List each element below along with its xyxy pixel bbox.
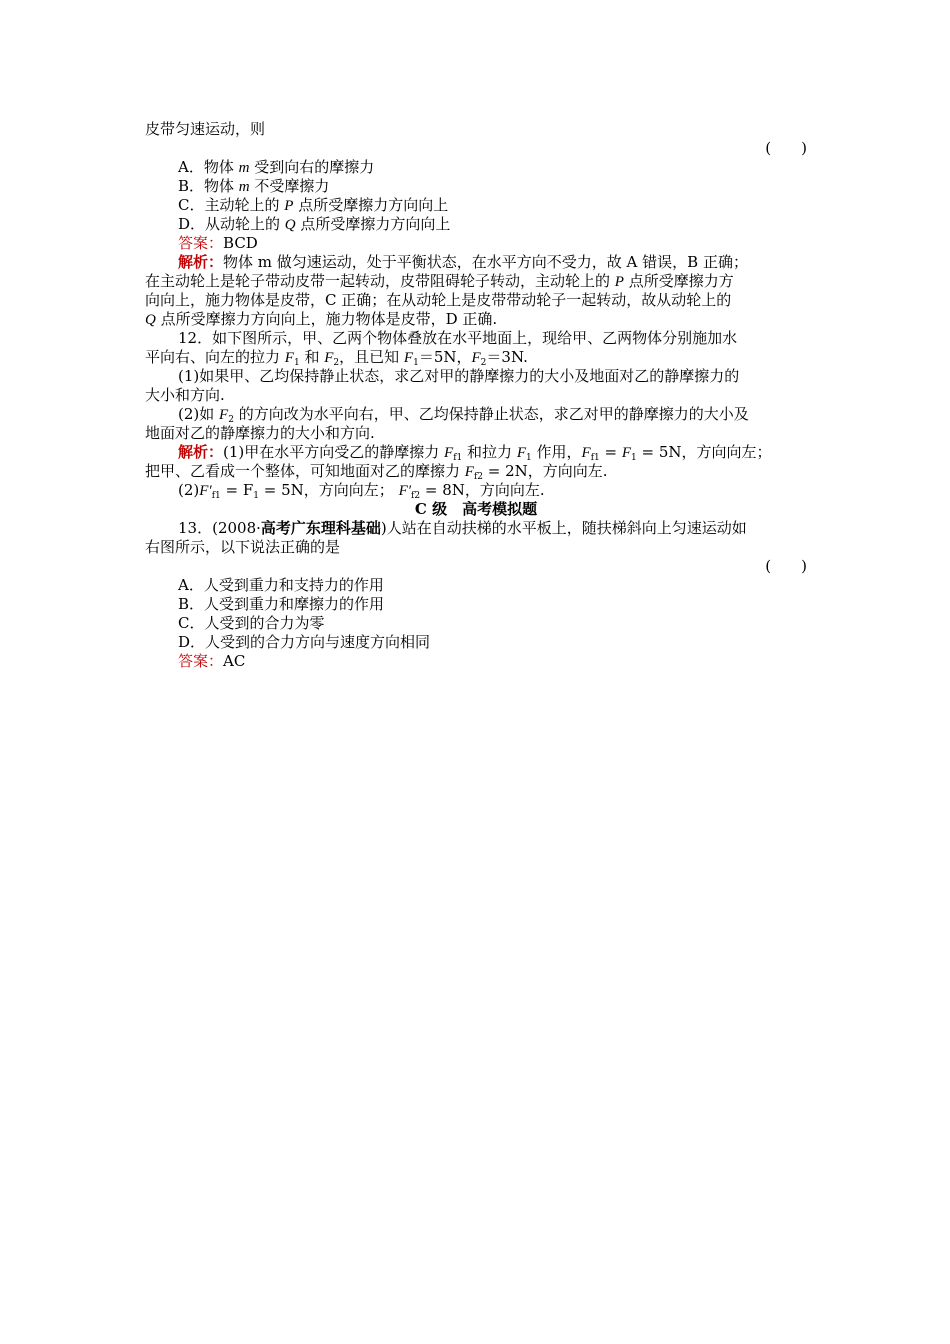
document-page [145,120,807,671]
q13-answer-bracket: ( ) [765,557,807,575]
q13-answer [145,652,807,671]
q12-analysis-line-2: 把甲、乙看成一个整体，可知地面对乙的摩擦力 $F_{f2} = 2N$，方向向左. [145,462,608,482]
q11-answer-bracket: ( ) [765,139,807,157]
q11-answer [145,234,807,253]
q11-option-d: D．从动轮上的 Q 点所受摩擦力方向向上 [178,215,451,233]
q13-source: 高考广东理科基础 [260,519,381,537]
q13-option-d: D．人受到的合力方向与速度方向相同 [178,633,431,651]
answer-value: BCD [223,234,258,252]
analysis-label: 解析： [178,443,224,461]
q12-stem-line-2: 平向右、向左的拉力 $F_1$ 和 $F_2$，且已知 $F_1=5N$，$F_2=3N$. [145,348,528,368]
analysis-label: 解析： [178,253,224,271]
q12-part1-line-2: 大小和方向. [145,386,225,404]
answer-label: 答案： [178,234,224,252]
q12-analysis-line-3: $(2)F'_{f1} = F_1 = 5N$，方向向左； $F'_{f2} = 8N$，方向向左. [178,481,545,501]
q13-option-c: C．人受到的合力为零 [178,614,325,632]
q13-stem-line-2: 右图所示，以下说法正确的是 [145,538,341,556]
q12-analysis-line-1: 解析：(1)甲在水平方向受乙的静摩擦力 $F_{f1}$ 和拉力 $F_1$ 作用，$F_{f1} = F_1 = 5N$，方向向左； [178,443,772,463]
q13-option-b: B．人受到重力和摩擦力的作用 [178,595,385,613]
q11-bracket-row [145,139,807,158]
q11-analysis-line-3: 向向上，施力物体是皮带，C 正确；在从动轮上是皮带带动轮子一起转动，故从动轮上的 [145,291,732,309]
answer-label: 答案： [178,652,224,670]
q11-option-c: C．主动轮上的 P 点所受摩擦力方向向上 [178,196,449,214]
q13-stem-line-1: 13．(2008·高考广东理科基础)人站在自动扶梯的水平板上，随扶梯斜向上匀速运动如 [178,519,747,537]
q11-option-b: B．物体 m 不受摩擦力 [178,177,330,195]
q11-analysis-line-4: Q 点所受摩擦力方向向上，施力物体是皮带，D 正确. [145,310,498,328]
q13-option-a: A．人受到重力和支持力的作用 [178,576,384,594]
section-title: C 级 高考模拟题 [414,500,538,518]
q11-option-a: A．物体 m 受到向右的摩擦力 [178,158,375,176]
q12-part1-line-1: (1)如果甲、乙均保持静止状态，求乙对甲的静摩擦力的大小及地面对乙的静摩擦力的 [178,367,740,385]
q11-analysis-line-1: 解析：物体 m 做匀速运动，处于平衡状态，在水平方向不受力，故 A 错误，B 正确； [178,253,748,271]
q12-stem-line-1: 12．如下图所示，甲、乙两个物体叠放在水平地面上，现给甲、乙两物体分别施加水 [178,329,738,347]
q12-part2-line-2: 地面对乙的静摩擦力的大小和方向. [145,424,375,442]
answer-value: AC [223,652,246,670]
q13-bracket-row [145,557,807,576]
q11-stem-tail: 皮带匀速运动，则 [145,120,266,138]
q12-part2-line-1: (2)如 $F_2$ 的方向改为水平向右，甲、乙均保持静止状态，求乙对甲的静摩擦力的大小及 [178,405,749,425]
q11-analysis-line-2: 在主动轮上是轮子带动皮带一起转动，皮带阻碍轮子转动，主动轮上的 P 点所受摩擦力方 [145,272,734,290]
